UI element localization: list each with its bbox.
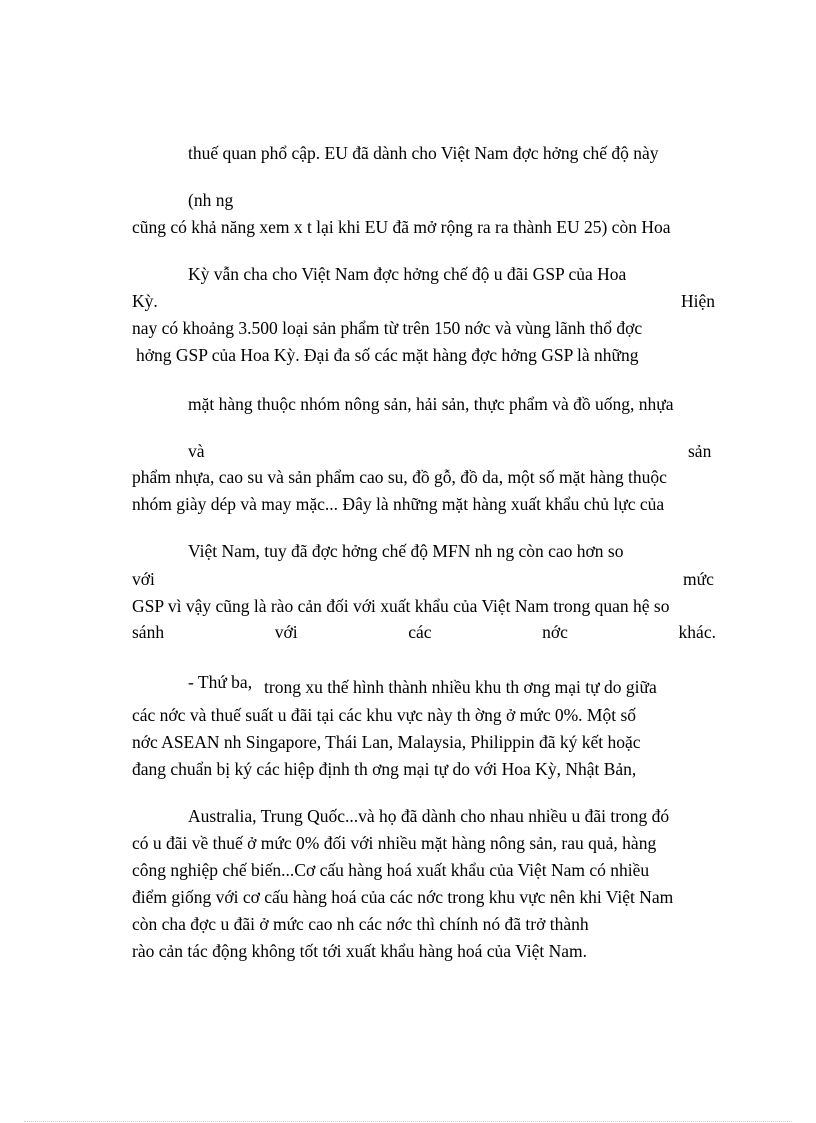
text-line: - Thứ ba, [188,672,253,692]
text-line: các nớc và thuế suất u đãi tại các khu vực này th ờng ở mức 0%. Một số [132,705,637,725]
text-line: cũng có khả năng xem x t lại khi EU đã mở rộng ra ra thành EU 25) còn Hoa [132,217,671,237]
text-line: trong xu thế hình thành nhiều khu th ơng mại tự do giữa [264,677,657,697]
text-word: nớc [542,622,568,642]
text-word: các [408,622,432,642]
text-line: GSP vì vậy cũng là rào cản đối với xuất khẩu của Việt Nam trong quan hệ so [132,596,670,616]
text-line: sản [688,441,712,461]
text-word: với [274,622,298,642]
text-line: còn cha đợc u đãi ở mức cao nh các nớc thì chính nó đã trở thành [132,914,589,934]
text-line: và [188,441,205,461]
text-line: rào cản tác động không tốt tới xuất khẩu hàng hoá của Việt Nam. [132,941,587,961]
text-line: điểm giống với cơ cấu hàng hoá của các nớc trong khu vực nên khi Việt Nam [132,887,674,907]
text-line: Hiện [681,291,716,311]
text-line: hởng GSP của Hoa Kỳ. Đại đa số các mặt hàng đợc hởng GSP là những [136,345,639,365]
text-line: phẩm nhựa, cao su và sản phẩm cao su, đồ gỗ, đồ da, một số mặt hàng thuộc [132,467,667,487]
text-line: đang chuẩn bị ký các hiệp định th ơng mại tự do với Hoa Kỳ, Nhật Bản, [132,759,637,779]
text-word: sánh [132,622,165,642]
text-line: với [132,569,155,589]
text-line: công nghiệp chế biến...Cơ cấu hàng hoá xuất khẩu của Việt Nam có nhiều [132,860,650,880]
text-line-justified [132,622,716,642]
text-line: nhóm giày dép và may mặc... Đây là những mặt hàng xuất khẩu chủ lực của [132,494,665,514]
page-bottom-divider [24,1121,792,1122]
text-line: có u đãi về thuế ở mức 0% đối với nhiều mặt hàng nông sản, rau quả, hàng [132,833,657,853]
text-line: Việt Nam, tuy đã đợc hởng chế độ MFN nh ng còn cao hơn so [188,541,624,561]
text-line: nớc ASEAN nh Singapore, Thái Lan, Malaysia, Philippin đã ký kết hoặc [132,732,641,752]
text-line: mức [683,569,714,589]
text-line: (nh ng [188,190,234,210]
text-line: thuế quan phổ cập. EU đã dành cho Việt Nam đợc hởng chế độ này [188,143,659,163]
text-line: Australia, Trung Quốc...và họ đã dành cho nhau nhiều u đãi trong đó [188,806,670,826]
text-line: mặt hàng thuộc nhóm nông sản, hải sản, thực phẩm và đồ uống, nhựa [188,394,674,414]
text-word: khác. [678,622,716,642]
text-line: Kỳ. [132,291,158,311]
text-line: nay có khoảng 3.500 loại sản phẩm từ trên 150 nớc và vùng lãnh thổ đợc [132,318,643,338]
text-line: Kỳ vẫn cha cho Việt Nam đợc hởng chế độ u đãi GSP của Hoa [188,264,627,284]
